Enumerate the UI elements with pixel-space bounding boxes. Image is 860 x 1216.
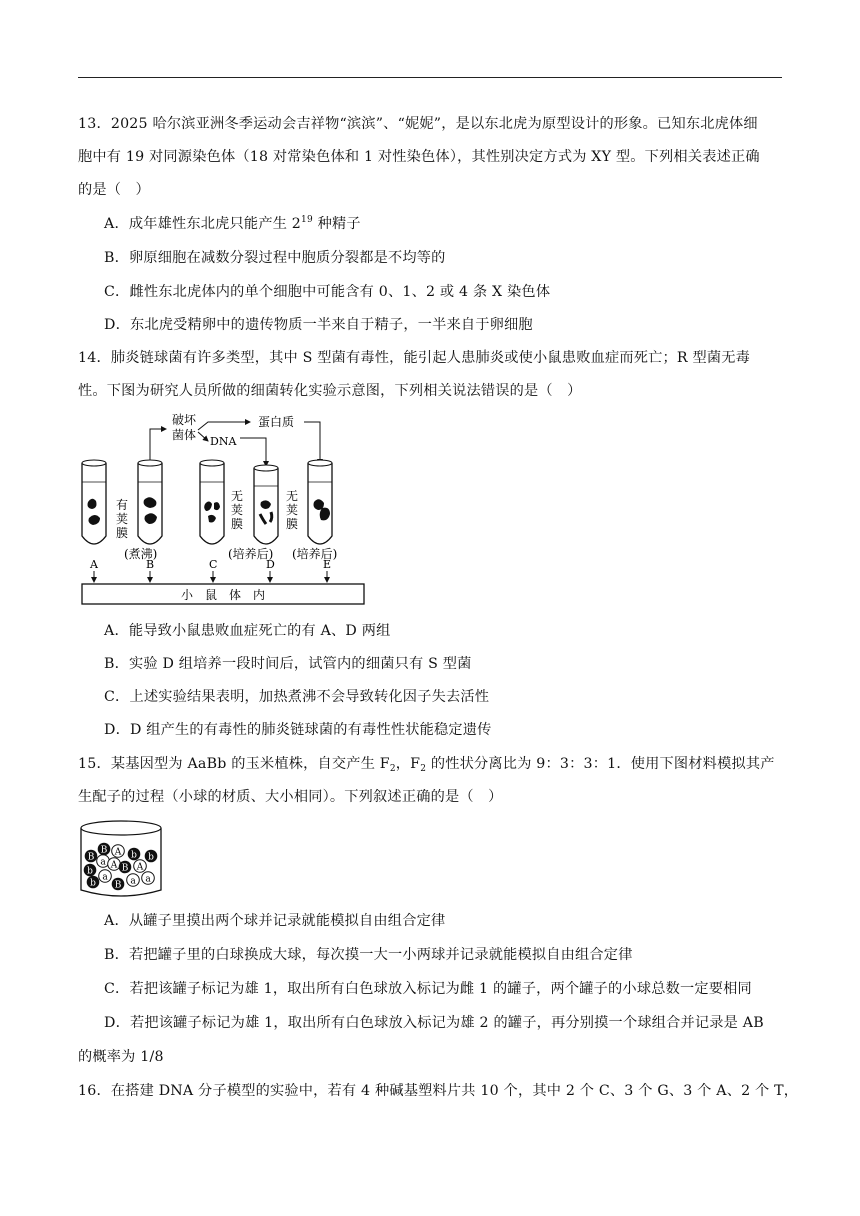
svg-text:b: b xyxy=(90,878,96,889)
svg-text:b: b xyxy=(148,852,154,863)
ball-A-1 xyxy=(108,858,121,871)
q15-stem-part3: 的性状分离比为 9：3：3：1．使用下图材料模拟其产 xyxy=(426,756,775,772)
svg-text:a: a xyxy=(100,857,106,868)
svg-text:B: B xyxy=(87,852,95,863)
jar-rim xyxy=(81,821,161,835)
q15-option-d-line1[interactable]: D．若把该罐子标记为雄 1，取出所有白色球放入标记为雄 2 的罐子，再分别摸一个球组合并记录是 AB xyxy=(104,1015,764,1031)
label-mo-2: 膜 xyxy=(231,517,244,531)
label-mouse: 小 鼠 体 内 xyxy=(180,588,266,602)
label-you: 有 xyxy=(116,498,129,512)
svg-text:B: B xyxy=(100,845,108,856)
q14-option-d[interactable]: D．D 组产生的有毒性的肺炎链球菌的有毒性性状能稳定遗传 xyxy=(104,722,492,738)
arrow-protein-to-e xyxy=(304,422,320,464)
group-label-c: C xyxy=(209,558,218,571)
q15-option-b[interactable]: B．若把罐子里的白球换成大球，每次摸一大一小两球并记录就能模拟自由组合定律 xyxy=(104,947,633,963)
q14-stem-line2: 性。下图为研究人员所做的细菌转化实验示意图，下列相关说法错误的是（ ） xyxy=(78,383,582,399)
q13-stem-line3: 的是（ ） xyxy=(78,182,150,198)
svg-text:b: b xyxy=(131,850,137,861)
q15-stem-line1 xyxy=(78,754,775,774)
group-label-b: B xyxy=(146,558,155,571)
label-dna: DNA xyxy=(210,435,237,448)
svg-text:A: A xyxy=(110,860,118,871)
q15-stem-line2: 生配子的过程（小球的材质、大小相同）。下列叙述正确的是（ ） xyxy=(78,789,503,805)
q15-stem-part1: 15．某基因型为 AaBb 的玉米植株，自交产生 F xyxy=(78,756,390,772)
q15-sub-1: 2 xyxy=(389,764,396,774)
q15-option-d-line2: 的概率为 1/8 xyxy=(78,1049,164,1065)
label-pohuai: 破坏 xyxy=(172,413,197,427)
q13-option-c[interactable]: C．雌性东北虎体内的单个细胞中可能含有 0、1、2 或 4 条 X 染色体 xyxy=(104,284,551,300)
label-zhufei: (煮沸) xyxy=(124,547,158,561)
tube-c xyxy=(200,463,224,544)
label-peiyang-e: (培养后) xyxy=(292,547,338,561)
q13-option-a[interactable] xyxy=(104,214,361,234)
label-jia-1: 荚 xyxy=(116,512,129,526)
svg-text:B: B xyxy=(121,863,129,874)
q13-option-a-exponent: 19 xyxy=(301,215,313,225)
q15-sub-2: 2 xyxy=(420,764,427,774)
ball-a-3 xyxy=(127,874,140,887)
ball-a-4 xyxy=(142,872,155,885)
q13-stem-line2: 胞中有 19 对同源染色体（18 对常染色体和 1 对性染色体），其性别决定方式为 XY 型。下列相关表述正确 xyxy=(78,149,760,165)
header-rule xyxy=(78,77,782,78)
ball-A-2 xyxy=(112,845,125,858)
q15-stem-part2: ，F xyxy=(395,756,421,772)
label-jia-3: 荚 xyxy=(286,503,299,517)
q13-option-a-text: A．成年雄性东北虎只能产生 2 xyxy=(104,216,302,232)
q14-option-a[interactable]: A．能导致小鼠患败血症死亡的有 A、D 两组 xyxy=(104,623,391,639)
arrow-dna-to-d xyxy=(240,438,266,466)
svg-text:A: A xyxy=(114,847,122,858)
bacteria-transformation-figure xyxy=(78,408,368,608)
group-label-d: D xyxy=(266,558,275,571)
arrow-to-dna xyxy=(198,432,208,441)
q13-option-b[interactable]: B．卵原细胞在减数分裂过程中胞质分裂都是不均等的 xyxy=(104,250,446,266)
q16-stem-line1: 16．在搭建 DNA 分子模型的实验中，若有 4 种碱基塑料片共 10 个，其中 2 个 C、3 个 G、3 个 A、2 个 T， xyxy=(78,1083,799,1099)
svg-text:B: B xyxy=(114,880,122,891)
ball-a-2 xyxy=(99,870,112,883)
group-label-e: E xyxy=(323,558,332,571)
label-wu-2: 无 xyxy=(286,489,299,503)
q15-option-a[interactable]: A．从罐子里摸出两个球并记录就能模拟自由组合定律 xyxy=(104,913,446,929)
svg-text:a: a xyxy=(102,872,108,883)
svg-text:b: b xyxy=(87,866,93,877)
svg-text:A: A xyxy=(136,862,144,873)
svg-text:a: a xyxy=(130,876,136,887)
q14-option-c[interactable]: C．上述实验结果表明，加热煮沸不会导致转化因子失去活性 xyxy=(104,689,490,705)
label-jia-2: 荚 xyxy=(231,503,244,517)
jar-figure xyxy=(78,818,164,902)
label-protein: 蛋白质 xyxy=(258,415,295,429)
label-mo-3: 膜 xyxy=(286,517,299,531)
svg-text:a: a xyxy=(145,874,151,885)
label-mo-1: 膜 xyxy=(116,526,129,540)
label-wu-1: 无 xyxy=(231,489,244,503)
q14-option-b[interactable]: B．实验 D 组培养一段时间后，试管内的细菌只有 S 型菌 xyxy=(104,656,472,672)
q13-option-d[interactable]: D．东北虎受精卵中的遗传物质一半来自于精子，一半来自于卵细胞 xyxy=(104,317,533,333)
q13-option-a-tail: 种精子 xyxy=(312,216,361,232)
label-junti: 菌体 xyxy=(172,428,197,442)
group-label-a: A xyxy=(90,558,98,571)
ball-A-3 xyxy=(134,860,147,873)
q14-stem-line1: 14．肺炎链球菌有许多类型，其中 S 型菌有毒性，能引起人患肺炎或使小鼠患败血症而死亡；R 型菌无毒 xyxy=(78,350,751,366)
q13-stem-line1: 13．2025 哈尔滨亚洲冬季运动会吉祥物“滨滨”、“妮妮”，是以东北虎为原型设计的形象。已知东北虎体细 xyxy=(78,116,758,132)
arrow-to-protein xyxy=(198,422,250,430)
label-peiyang-d: (培养后) xyxy=(228,547,274,561)
q15-option-c[interactable]: C．若把该罐子标记为雄 1，取出所有白色球放入标记为雌 1 的罐子，两个罐子的小球总数一定要相同 xyxy=(104,981,752,997)
